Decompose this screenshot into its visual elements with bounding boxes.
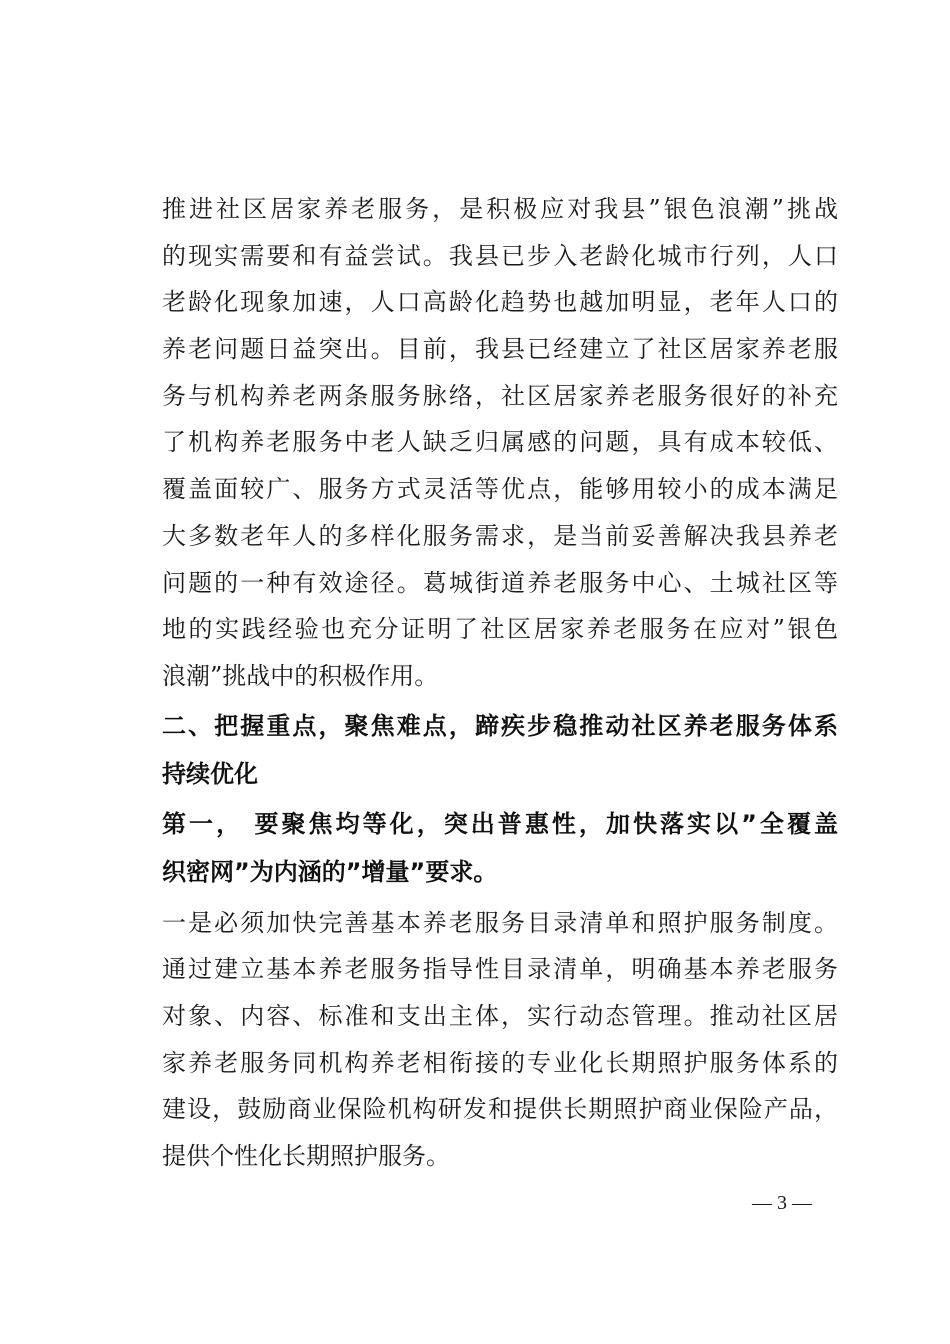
heading-line: 第一， 要聚焦均等化，突出普惠性，加快落实以”全覆盖 — [162, 809, 838, 838]
text-line: 浪潮”挑战中的积极作用。 — [162, 661, 439, 690]
paragraph-1 — [162, 186, 838, 700]
text-line: 家养老服务同机构养老相衔接的专业化长期照护服务体系的 — [162, 1048, 838, 1077]
document-body — [162, 186, 838, 1180]
text-line: 提供个性化长期照护服务。 — [162, 1142, 450, 1170]
text-line: 一是必须加快完善基本养老服务目录清单和照护服务制度。 — [162, 908, 838, 937]
text-line: 务与机构养老两条服务脉络，社区居家养老服务很好的补充 — [162, 381, 838, 410]
page-number: — 3 — — [752, 1192, 812, 1214]
text-line: 覆盖面较广、服务方式灵活等优点，能够用较小的成本满足 — [162, 475, 838, 504]
section-heading-2 — [162, 702, 838, 798]
heading-line: 二、把握重点，聚焦难点，蹄疾步稳推动社区养老服务体系 — [162, 711, 838, 740]
text-line: 推进社区居家养老服务，是积极应对我县”银色浪潮”挑战 — [162, 195, 838, 223]
heading-line: 织密网”为内涵的”增量”要求。 — [162, 857, 498, 886]
text-line: 大多数老年人的多样化服务需求，是当前妥善解决我县养老 — [162, 521, 838, 550]
heading-line: 持续优化 — [162, 759, 258, 788]
text-line: 问题的一种有效途径。葛城街道养老服务中心、土城社区等 — [162, 568, 838, 597]
text-line: 老龄化现象加速，人口高龄化趋势也越加明显，老年人口的 — [162, 288, 838, 317]
text-line: 对象、内容、标准和支出主体，实行动态管理。推动社区居 — [162, 1001, 838, 1030]
text-line: 通过建立基本养老服务指导性目录清单，明确基本养老服务 — [162, 955, 838, 984]
paragraph-2 — [162, 900, 838, 1180]
text-line: 养老问题日益突出。目前，我县已经建立了社区居家养老服 — [162, 335, 838, 364]
text-line: 地的实践经验也充分证明了社区居家养老服务在应对”银色 — [162, 615, 838, 644]
subsection-heading-1 — [162, 800, 838, 896]
text-line: 的现实需要和有益尝试。我县已步入老龄化城市行列，人口 — [162, 241, 838, 270]
text-line: 建设，鼓励商业保险机构研发和提供长期照护商业保险产品， — [162, 1095, 838, 1124]
text-line: 了机构养老服务中老人缺乏归属感的问题，具有成本较低、 — [162, 428, 838, 457]
